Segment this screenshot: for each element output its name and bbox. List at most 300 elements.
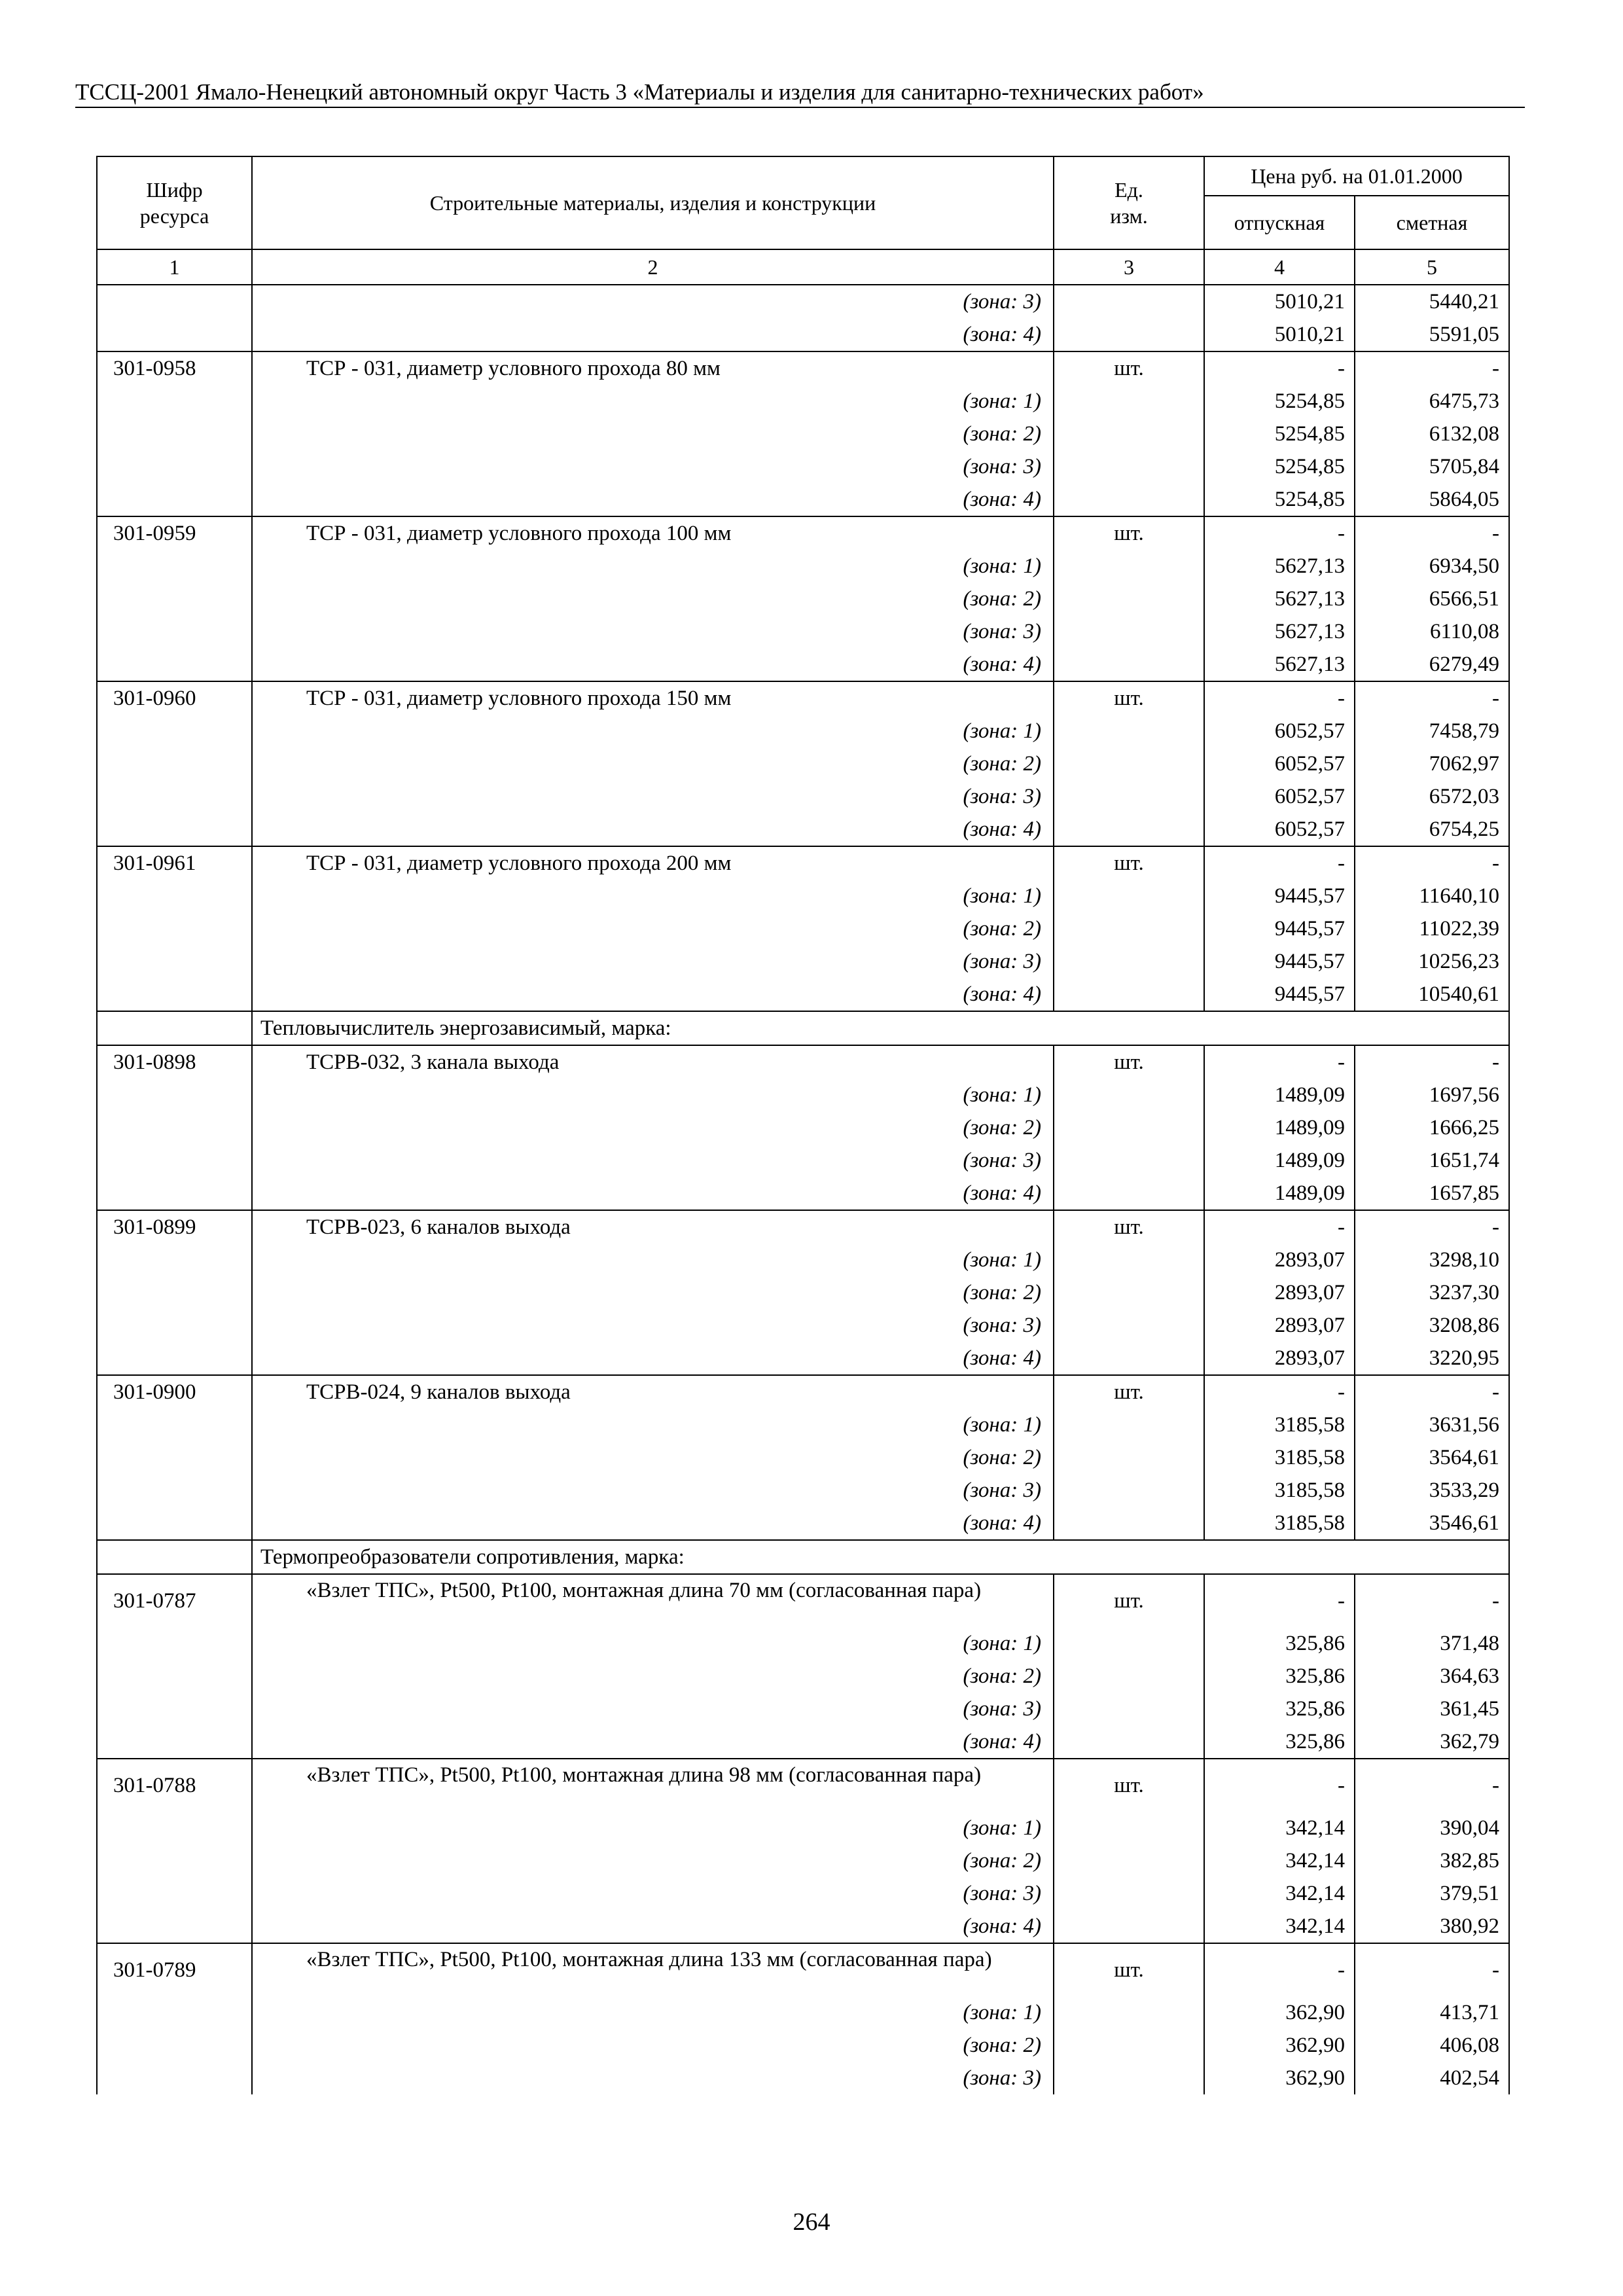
release-price: - <box>1204 681 1355 715</box>
code-cell-empty <box>97 1011 252 1045</box>
column-number: 5 <box>1355 249 1509 285</box>
zone-label: (зона: 4) <box>252 1342 1054 1375</box>
code-cell-empty <box>97 747 252 780</box>
zone-row <box>97 945 1509 978</box>
column-number: 2 <box>252 249 1054 285</box>
release-price: 3185,58 <box>1204 1474 1355 1507</box>
release-price: 2893,07 <box>1204 1244 1355 1276</box>
release-price: 6052,57 <box>1204 715 1355 747</box>
unit-cell-empty <box>1054 945 1204 978</box>
release-price: 325,86 <box>1204 1660 1355 1693</box>
column-number-row <box>97 249 1509 285</box>
zone-row <box>97 1877 1509 1910</box>
estimate-price: 371,48 <box>1355 1627 1509 1660</box>
resource-code: 301-0789 <box>97 1943 252 1996</box>
zone-row <box>97 550 1509 583</box>
zone-label: (зона: 4) <box>252 978 1054 1011</box>
release-price: 5254,85 <box>1204 483 1355 516</box>
unit-cell-empty <box>1054 615 1204 648</box>
zone-label: (зона: 1) <box>252 1079 1054 1111</box>
unit-cell: шт. <box>1054 1759 1204 1812</box>
item-row <box>97 681 1509 715</box>
item-row <box>97 351 1509 385</box>
unit-cell-empty <box>1054 1111 1204 1144</box>
zone-label: (зона: 1) <box>252 880 1054 912</box>
code-cell-empty <box>97 648 252 681</box>
release-price: 9445,57 <box>1204 880 1355 912</box>
resource-code: 301-0900 <box>97 1375 252 1408</box>
estimate-price: - <box>1355 1045 1509 1079</box>
release-price: 342,14 <box>1204 1844 1355 1877</box>
release-price: - <box>1204 1210 1355 1244</box>
zone-label: (зона: 2) <box>252 1660 1054 1693</box>
section-row <box>97 1011 1509 1045</box>
zone-row <box>97 880 1509 912</box>
unit-cell-empty <box>1054 1276 1204 1309</box>
unit-cell-empty <box>1054 1725 1204 1759</box>
code-cell-empty <box>97 1079 252 1111</box>
zone-label: (зона: 2) <box>252 2029 1054 2062</box>
resource-code: 301-0787 <box>97 1574 252 1627</box>
estimate-price: - <box>1355 1210 1509 1244</box>
page-number: 264 <box>793 2208 830 2236</box>
code-cell-empty <box>97 1408 252 1441</box>
estimate-price: 382,85 <box>1355 1844 1509 1877</box>
column-header-name: Строительные материалы, изделия и конструкции <box>252 156 1054 249</box>
release-price: 5010,21 <box>1204 285 1355 318</box>
section-title: Тепловычислитель энергозависимый, марка: <box>252 1011 1509 1045</box>
code-cell-empty <box>97 1276 252 1309</box>
zone-row <box>97 1177 1509 1210</box>
unit-cell: шт. <box>1054 1210 1204 1244</box>
zone-row <box>97 285 1509 318</box>
release-price: - <box>1204 516 1355 550</box>
material-name: ТСР - 031, диаметр условного прохода 200 мм <box>252 846 1054 880</box>
code-cell-empty <box>97 1309 252 1342</box>
zone-label: (зона: 2) <box>252 1111 1054 1144</box>
unit-cell-empty <box>1054 1910 1204 1943</box>
zone-label: (зона: 4) <box>252 318 1054 351</box>
estimate-price: 3220,95 <box>1355 1342 1509 1375</box>
unit-cell-empty <box>1054 880 1204 912</box>
zone-label: (зона: 1) <box>252 1812 1054 1844</box>
zone-label: (зона: 1) <box>252 715 1054 747</box>
release-price: - <box>1204 1375 1355 1408</box>
estimate-price: 3564,61 <box>1355 1441 1509 1474</box>
estimate-price: 7062,97 <box>1355 747 1509 780</box>
code-cell-empty <box>97 418 252 450</box>
release-price: - <box>1204 1574 1355 1627</box>
estimate-price: 3208,86 <box>1355 1309 1509 1342</box>
unit-cell-empty <box>1054 1996 1204 2029</box>
header-divider <box>75 107 1525 108</box>
material-name: ТСРВ-024, 9 каналов выхода <box>252 1375 1054 1408</box>
zone-label: (зона: 1) <box>252 1244 1054 1276</box>
code-cell-empty <box>97 550 252 583</box>
unit-cell-empty <box>1054 1474 1204 1507</box>
estimate-price: 380,92 <box>1355 1910 1509 1943</box>
section-row <box>97 1540 1509 1574</box>
zone-label: (зона: 1) <box>252 385 1054 418</box>
unit-cell-empty <box>1054 2029 1204 2062</box>
release-price: 325,86 <box>1204 1627 1355 1660</box>
zone-row <box>97 1144 1509 1177</box>
code-cell-empty <box>97 813 252 846</box>
release-price: 342,14 <box>1204 1877 1355 1910</box>
estimate-price: 5864,05 <box>1355 483 1509 516</box>
code-cell-empty <box>97 318 252 351</box>
release-price: 342,14 <box>1204 1910 1355 1943</box>
estimate-price: 1657,85 <box>1355 1177 1509 1210</box>
release-price: 6052,57 <box>1204 747 1355 780</box>
release-price: 1489,09 <box>1204 1111 1355 1144</box>
code-cell-empty <box>97 385 252 418</box>
unit-cell-empty <box>1054 1177 1204 1210</box>
estimate-price: 390,04 <box>1355 1812 1509 1844</box>
code-cell-empty <box>97 483 252 516</box>
column-number: 1 <box>97 249 252 285</box>
code-cell-empty <box>97 1540 252 1574</box>
estimate-price: 6754,25 <box>1355 813 1509 846</box>
zone-row <box>97 1079 1509 1111</box>
unit-cell-empty <box>1054 747 1204 780</box>
unit-cell-empty <box>1054 285 1204 318</box>
unit-cell-empty <box>1054 1408 1204 1441</box>
code-cell-empty <box>97 1910 252 1943</box>
code-cell-empty <box>97 1244 252 1276</box>
zone-row <box>97 1309 1509 1342</box>
release-price: 9445,57 <box>1204 945 1355 978</box>
zone-row <box>97 1507 1509 1540</box>
unit-cell-empty <box>1054 912 1204 945</box>
column-header-code: Шифр ресурса <box>97 156 252 249</box>
table-header <box>97 156 1509 285</box>
unit-cell-empty <box>1054 318 1204 351</box>
zone-label: (зона: 4) <box>252 813 1054 846</box>
unit-cell: шт. <box>1054 846 1204 880</box>
code-cell-empty <box>97 1877 252 1910</box>
unit-cell-empty <box>1054 1660 1204 1693</box>
unit-cell-empty <box>1054 1627 1204 1660</box>
zone-row <box>97 978 1509 1011</box>
zone-label: (зона: 4) <box>252 1507 1054 1540</box>
code-cell-empty <box>97 1812 252 1844</box>
release-price: 5627,13 <box>1204 583 1355 615</box>
item-row <box>97 1210 1509 1244</box>
estimate-price: 6279,49 <box>1355 648 1509 681</box>
material-name: ТСР - 031, диаметр условного прохода 100 мм <box>252 516 1054 550</box>
code-cell-empty <box>97 715 252 747</box>
zone-label: (зона: 2) <box>252 1844 1054 1877</box>
zone-label: (зона: 4) <box>252 1177 1054 1210</box>
zone-row <box>97 1693 1509 1725</box>
estimate-price: 7458,79 <box>1355 715 1509 747</box>
unit-cell: шт. <box>1054 1574 1204 1627</box>
release-price: - <box>1204 351 1355 385</box>
zone-label: (зона: 3) <box>252 1474 1054 1507</box>
estimate-price: 379,51 <box>1355 1877 1509 1910</box>
release-price: 5010,21 <box>1204 318 1355 351</box>
release-price: 3185,58 <box>1204 1441 1355 1474</box>
zone-row <box>97 2062 1509 2094</box>
zone-label: (зона: 3) <box>252 1693 1054 1725</box>
release-price: 362,90 <box>1204 2062 1355 2094</box>
zone-label: (зона: 3) <box>252 780 1054 813</box>
code-cell-empty <box>97 2062 252 2094</box>
estimate-price: 3546,61 <box>1355 1507 1509 1540</box>
zone-row <box>97 1276 1509 1309</box>
release-price: 5627,13 <box>1204 615 1355 648</box>
release-price: 325,86 <box>1204 1693 1355 1725</box>
column-number: 4 <box>1204 249 1355 285</box>
unit-cell: шт. <box>1054 1375 1204 1408</box>
estimate-price: 5705,84 <box>1355 450 1509 483</box>
zone-row <box>97 1111 1509 1144</box>
code-cell-empty <box>97 583 252 615</box>
estimate-price: 3237,30 <box>1355 1276 1509 1309</box>
estimate-price: - <box>1355 351 1509 385</box>
zone-label: (зона: 2) <box>252 1276 1054 1309</box>
zone-row <box>97 583 1509 615</box>
zone-label: (зона: 1) <box>252 1408 1054 1441</box>
zone-row <box>97 318 1509 351</box>
code-cell-empty <box>97 1693 252 1725</box>
zone-row <box>97 1910 1509 1943</box>
release-price: 1489,09 <box>1204 1144 1355 1177</box>
unit-cell: шт. <box>1054 516 1204 550</box>
estimate-price: 364,63 <box>1355 1660 1509 1693</box>
zone-label: (зона: 3) <box>252 2062 1054 2094</box>
estimate-price: 6132,08 <box>1355 418 1509 450</box>
estimate-price: - <box>1355 1759 1509 1812</box>
estimate-price: 6110,08 <box>1355 615 1509 648</box>
release-price: 2893,07 <box>1204 1309 1355 1342</box>
item-row <box>97 1759 1509 1812</box>
unit-cell-empty <box>1054 385 1204 418</box>
zone-row <box>97 1474 1509 1507</box>
code-cell-empty <box>97 1660 252 1693</box>
zone-label: (зона: 3) <box>252 1309 1054 1342</box>
estimate-price: 5440,21 <box>1355 285 1509 318</box>
estimate-price: 361,45 <box>1355 1693 1509 1725</box>
estimate-price: 406,08 <box>1355 2029 1509 2062</box>
item-row <box>97 846 1509 880</box>
code-cell-empty <box>97 285 252 318</box>
estimate-price: 10256,23 <box>1355 945 1509 978</box>
code-cell-empty <box>97 1342 252 1375</box>
code-cell-empty <box>97 945 252 978</box>
estimate-price: 1666,25 <box>1355 1111 1509 1144</box>
release-price: 362,90 <box>1204 2029 1355 2062</box>
zone-label: (зона: 2) <box>252 1441 1054 1474</box>
item-row <box>97 1375 1509 1408</box>
unit-cell: шт. <box>1054 351 1204 385</box>
estimate-price: - <box>1355 846 1509 880</box>
zone-row <box>97 2029 1509 2062</box>
code-cell-empty <box>97 780 252 813</box>
zone-row <box>97 1244 1509 1276</box>
unit-cell-empty <box>1054 813 1204 846</box>
material-name: «Взлет ТПС», Pt500, Pt100, монтажная длина 70 мм (согласованная пара) <box>252 1574 1054 1627</box>
release-price: 5627,13 <box>1204 550 1355 583</box>
code-cell-empty <box>97 880 252 912</box>
unit-cell-empty <box>1054 1693 1204 1725</box>
estimate-price: 1651,74 <box>1355 1144 1509 1177</box>
code-cell-empty <box>97 912 252 945</box>
code-cell-empty <box>97 1627 252 1660</box>
zone-row <box>97 747 1509 780</box>
estimate-price: 6572,03 <box>1355 780 1509 813</box>
zone-row <box>97 1996 1509 2029</box>
zone-label: (зона: 1) <box>252 550 1054 583</box>
code-cell-empty <box>97 978 252 1011</box>
unit-cell: шт. <box>1054 1943 1204 1996</box>
zone-row <box>97 1844 1509 1877</box>
unit-cell-empty <box>1054 550 1204 583</box>
estimate-price: 3298,10 <box>1355 1244 1509 1276</box>
release-price: 325,86 <box>1204 1725 1355 1759</box>
code-cell-empty <box>97 2029 252 2062</box>
release-price: - <box>1204 1943 1355 1996</box>
release-price: 1489,09 <box>1204 1079 1355 1111</box>
unit-cell-empty <box>1054 1877 1204 1910</box>
item-row <box>97 1045 1509 1079</box>
unit-cell: шт. <box>1054 1045 1204 1079</box>
section-title: Термопреобразователи сопротивления, марка: <box>252 1540 1509 1574</box>
zone-row <box>97 1627 1509 1660</box>
zone-label: (зона: 3) <box>252 450 1054 483</box>
zone-row <box>97 1660 1509 1693</box>
zone-row <box>97 418 1509 450</box>
estimate-price: - <box>1355 681 1509 715</box>
code-cell-empty <box>97 615 252 648</box>
column-header-estimate-price: сметная <box>1355 196 1509 249</box>
unit-cell-empty <box>1054 1244 1204 1276</box>
column-number: 3 <box>1054 249 1204 285</box>
code-cell-empty <box>97 1725 252 1759</box>
resource-code: 301-0788 <box>97 1759 252 1812</box>
resource-code: 301-0960 <box>97 681 252 715</box>
code-cell-empty <box>97 1177 252 1210</box>
zone-row <box>97 648 1509 681</box>
release-price: 2893,07 <box>1204 1342 1355 1375</box>
release-price: - <box>1204 1759 1355 1812</box>
resource-code: 301-0958 <box>97 351 252 385</box>
code-cell-empty <box>97 1441 252 1474</box>
code-cell-empty <box>97 1144 252 1177</box>
zone-row <box>97 483 1509 516</box>
release-price: 1489,09 <box>1204 1177 1355 1210</box>
zone-row <box>97 912 1509 945</box>
release-price: - <box>1204 846 1355 880</box>
estimate-price: 402,54 <box>1355 2062 1509 2094</box>
zone-row <box>97 813 1509 846</box>
zone-row <box>97 1342 1509 1375</box>
code-cell-empty <box>97 1474 252 1507</box>
release-price: 3185,58 <box>1204 1408 1355 1441</box>
unit-cell: шт. <box>1054 681 1204 715</box>
release-price: 6052,57 <box>1204 780 1355 813</box>
unit-cell-empty <box>1054 450 1204 483</box>
unit-cell-empty <box>1054 780 1204 813</box>
release-price: 2893,07 <box>1204 1276 1355 1309</box>
unit-cell-empty <box>1054 648 1204 681</box>
unit-cell-empty <box>1054 1342 1204 1375</box>
resource-code: 301-0898 <box>97 1045 252 1079</box>
unit-cell-empty <box>1054 1079 1204 1111</box>
zone-row <box>97 1725 1509 1759</box>
estimate-price: 3533,29 <box>1355 1474 1509 1507</box>
zone-label: (зона: 4) <box>252 483 1054 516</box>
zone-row <box>97 780 1509 813</box>
zone-label: (зона: 2) <box>252 583 1054 615</box>
zone-row <box>97 1812 1509 1844</box>
release-price: 3185,58 <box>1204 1507 1355 1540</box>
material-name: «Взлет ТПС», Pt500, Pt100, монтажная длина 133 мм (согласованная пара) <box>252 1943 1054 1996</box>
zone-label: (зона: 3) <box>252 1144 1054 1177</box>
zone-label: (зона: 4) <box>252 648 1054 681</box>
estimate-price: - <box>1355 516 1509 550</box>
zone-row <box>97 1408 1509 1441</box>
unit-cell-empty <box>1054 1441 1204 1474</box>
unit-cell-empty <box>1054 1812 1204 1844</box>
material-name: ТСРВ-023, 6 каналов выхода <box>252 1210 1054 1244</box>
estimate-price: 5591,05 <box>1355 318 1509 351</box>
estimate-price: 11022,39 <box>1355 912 1509 945</box>
unit-cell-empty <box>1054 978 1204 1011</box>
resource-code: 301-0961 <box>97 846 252 880</box>
zone-label: (зона: 3) <box>252 615 1054 648</box>
estimate-price: 6475,73 <box>1355 385 1509 418</box>
material-name: ТСРВ-032, 3 канала выхода <box>252 1045 1054 1079</box>
column-header-release-price: отпускная <box>1204 196 1355 249</box>
estimate-price: 3631,56 <box>1355 1408 1509 1441</box>
unit-cell-empty <box>1054 483 1204 516</box>
zone-label: (зона: 4) <box>252 1910 1054 1943</box>
release-price: 5254,85 <box>1204 450 1355 483</box>
zone-row <box>97 385 1509 418</box>
estimate-price: - <box>1355 1375 1509 1408</box>
zone-label: (зона: 2) <box>252 912 1054 945</box>
estimate-price: 1697,56 <box>1355 1079 1509 1111</box>
code-cell-empty <box>97 1996 252 2029</box>
estimate-price: 6566,51 <box>1355 583 1509 615</box>
zone-label: (зона: 3) <box>252 285 1054 318</box>
release-price: 362,90 <box>1204 1996 1355 2029</box>
zone-row <box>97 715 1509 747</box>
unit-cell-empty <box>1054 418 1204 450</box>
code-cell-empty <box>97 1507 252 1540</box>
price-table <box>96 156 1510 2094</box>
item-row <box>97 1943 1509 1996</box>
unit-cell-empty <box>1054 1507 1204 1540</box>
zone-label: (зона: 3) <box>252 945 1054 978</box>
zone-row <box>97 615 1509 648</box>
document-header: ТССЦ-2001 Ямало-Ненецкий автономный округ Часть 3 «Материалы и изделия для санитарно-технических работ» <box>75 79 1204 105</box>
code-cell-empty <box>97 450 252 483</box>
zone-label: (зона: 2) <box>252 418 1054 450</box>
resource-code: 301-0899 <box>97 1210 252 1244</box>
estimate-price: - <box>1355 1574 1509 1627</box>
material-name: ТСР - 031, диаметр условного прохода 80 мм <box>252 351 1054 385</box>
resource-code: 301-0959 <box>97 516 252 550</box>
zone-row <box>97 1441 1509 1474</box>
material-name: ТСР - 031, диаметр условного прохода 150 мм <box>252 681 1054 715</box>
release-price: 6052,57 <box>1204 813 1355 846</box>
estimate-price: - <box>1355 1943 1509 1996</box>
release-price: 5254,85 <box>1204 385 1355 418</box>
release-price: 9445,57 <box>1204 978 1355 1011</box>
